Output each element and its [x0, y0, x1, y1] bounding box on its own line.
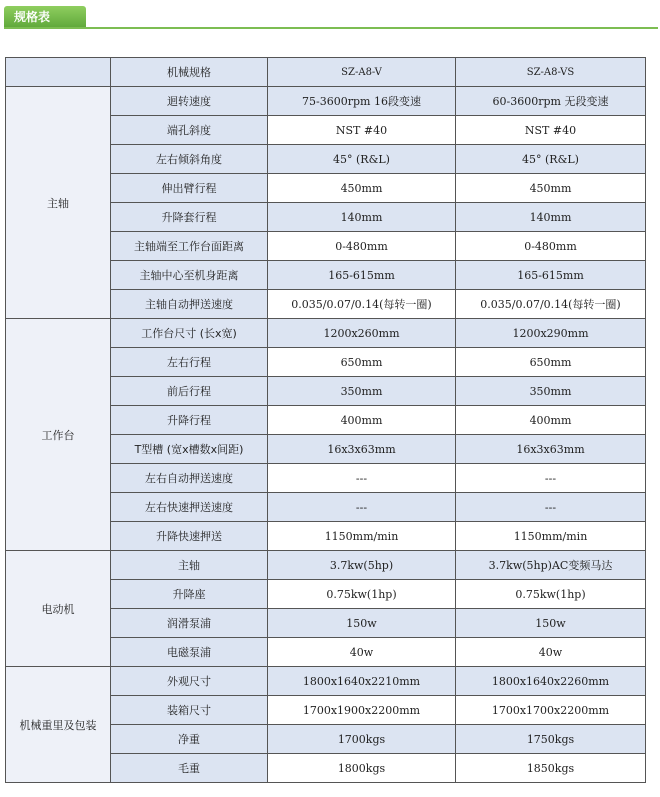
spec-table — [5, 57, 646, 783]
spec-value-a: 16x3x63mm — [268, 435, 456, 464]
spec-label: 端孔斜度 — [111, 116, 268, 145]
spec-label: 升降座 — [111, 580, 268, 609]
spec-label: 主轴端至工作台面距离 — [111, 232, 268, 261]
spec-value-a: 1700kgs — [268, 725, 456, 754]
spec-value-b: 0.75kw(1hp) — [456, 580, 646, 609]
spec-value-b: 450mm — [456, 174, 646, 203]
header-corner-cell — [6, 58, 111, 87]
spec-label: 毛重 — [111, 754, 268, 783]
spec-value-a: 450mm — [268, 174, 456, 203]
spec-label: 电磁泵浦 — [111, 638, 268, 667]
spec-value-b: 3.7kw(5hp)AC变频马达 — [456, 551, 646, 580]
spec-label: 主轴 — [111, 551, 268, 580]
header-model-a: SZ-A8-V — [268, 58, 456, 87]
header-model-b: SZ-A8-VS — [456, 58, 646, 87]
spec-value-a: 150w — [268, 609, 456, 638]
spec-value-b: 1700x1700x2200mm — [456, 696, 646, 725]
section-tab-bar — [0, 6, 660, 28]
spec-value-a: --- — [268, 493, 456, 522]
spec-value-a: 3.7kw(5hp) — [268, 551, 456, 580]
spec-value-a: 45° (R&L) — [268, 145, 456, 174]
spec-label: 左右行程 — [111, 348, 268, 377]
spec-value-b: 140mm — [456, 203, 646, 232]
spec-value-b: 16x3x63mm — [456, 435, 646, 464]
spec-label: 主轴中心至机身距离 — [111, 261, 268, 290]
spec-tab[interactable]: 规格表 — [4, 6, 86, 28]
spec-value-a: 1800x1640x2210mm — [268, 667, 456, 696]
group-label: 工作台 — [6, 319, 111, 551]
spec-value-b: 1750kgs — [456, 725, 646, 754]
spec-value-b: 60-3600rpm 无段变速 — [456, 87, 646, 116]
spec-label: 工作台尺寸 (长x宽) — [111, 319, 268, 348]
spec-value-a: 0.035/0.07/0.14(每转一圈) — [268, 290, 456, 319]
spec-value-b: 400mm — [456, 406, 646, 435]
spec-value-b: 350mm — [456, 377, 646, 406]
spec-value-a: --- — [268, 464, 456, 493]
table-header-row — [6, 58, 646, 87]
spec-value-a: 400mm — [268, 406, 456, 435]
spec-value-a: 0-480mm — [268, 232, 456, 261]
spec-value-a: 140mm — [268, 203, 456, 232]
spec-label: 左右倾斜角度 — [111, 145, 268, 174]
spec-label: 左右自动押送速度 — [111, 464, 268, 493]
spec-value-b: 1850kgs — [456, 754, 646, 783]
table-row — [6, 319, 646, 348]
spec-label: 装箱尺寸 — [111, 696, 268, 725]
table-row — [6, 667, 646, 696]
tab-underline — [4, 27, 658, 29]
table-row — [6, 87, 646, 116]
table-row — [6, 551, 646, 580]
spec-value-a: 1200x260mm — [268, 319, 456, 348]
spec-value-a: NST #40 — [268, 116, 456, 145]
spec-value-a: 1150mm/min — [268, 522, 456, 551]
spec-value-b: 150w — [456, 609, 646, 638]
header-spec-label: 机械规格 — [111, 58, 268, 87]
spec-label: 迴转速度 — [111, 87, 268, 116]
spec-value-b: 0.035/0.07/0.14(每转一圈) — [456, 290, 646, 319]
spec-label: 升降快速押送 — [111, 522, 268, 551]
spec-value-b: --- — [456, 493, 646, 522]
spec-value-b: --- — [456, 464, 646, 493]
spec-value-a: 1800kgs — [268, 754, 456, 783]
spec-label: 左右快速押送速度 — [111, 493, 268, 522]
spec-value-b: 45° (R&L) — [456, 145, 646, 174]
group-label: 主轴 — [6, 87, 111, 319]
spec-label: 升降行程 — [111, 406, 268, 435]
spec-value-b: 1200x290mm — [456, 319, 646, 348]
spec-value-a: 1700x1900x2200mm — [268, 696, 456, 725]
spec-value-b: 1800x1640x2260mm — [456, 667, 646, 696]
group-label: 电动机 — [6, 551, 111, 667]
spec-label: T型槽 (宽x槽数x间距) — [111, 435, 268, 464]
spec-label: 润滑泵浦 — [111, 609, 268, 638]
spec-label: 主轴自动押送速度 — [111, 290, 268, 319]
spec-value-a: 350mm — [268, 377, 456, 406]
spec-label: 净重 — [111, 725, 268, 754]
spec-value-b: 1150mm/min — [456, 522, 646, 551]
spec-value-b: 165-615mm — [456, 261, 646, 290]
spec-value-b: 0-480mm — [456, 232, 646, 261]
spec-value-a: 165-615mm — [268, 261, 456, 290]
spec-value-a: 40w — [268, 638, 456, 667]
group-label: 机械重里及包装 — [6, 667, 111, 783]
spec-value-a: 650mm — [268, 348, 456, 377]
spec-value-b: 40w — [456, 638, 646, 667]
spec-value-b: NST #40 — [456, 116, 646, 145]
spec-label: 升降套行程 — [111, 203, 268, 232]
spec-value-b: 650mm — [456, 348, 646, 377]
spec-label: 外观尺寸 — [111, 667, 268, 696]
spec-label: 前后行程 — [111, 377, 268, 406]
spec-label: 伸出臂行程 — [111, 174, 268, 203]
spec-value-a: 0.75kw(1hp) — [268, 580, 456, 609]
spec-value-a: 75-3600rpm 16段变速 — [268, 87, 456, 116]
